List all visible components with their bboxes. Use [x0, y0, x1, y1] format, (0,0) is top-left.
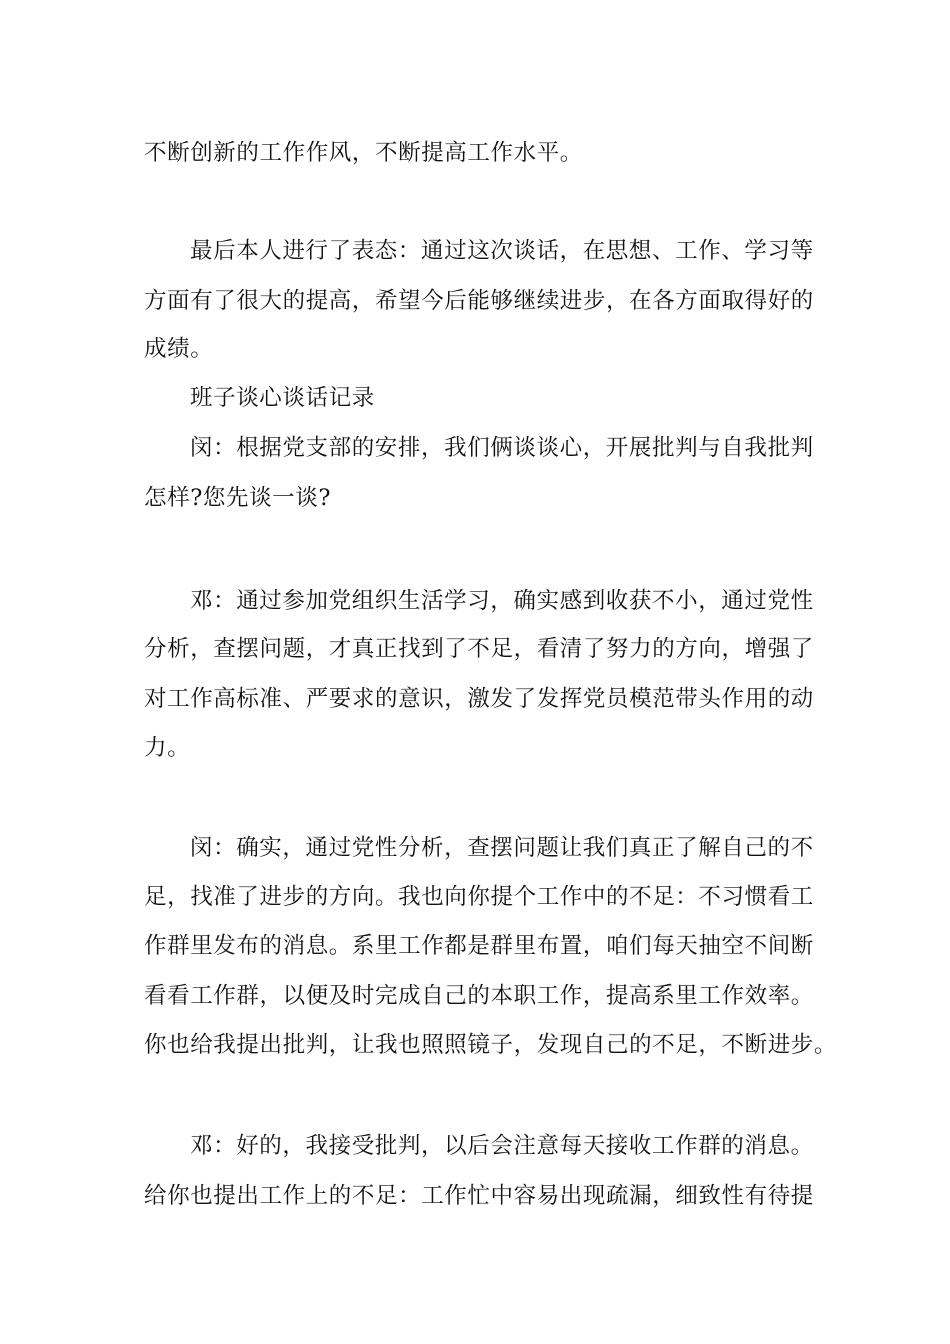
text-line: 邓：好的，我接受批判，以后会注意每天接收工作群的消息。 — [190, 1133, 814, 1159]
text-line: 给你也提出工作上的不足：工作忙中容易出现疏漏，细致性有待提 — [144, 1183, 814, 1209]
text-line: 足，找准了进步的方向。我也向你提个工作中的不足：不习惯看工 — [144, 884, 814, 910]
text-line: 怎样?您先谈一谈? — [144, 485, 332, 511]
section-heading: 班子谈心谈话记录 — [190, 385, 375, 411]
text-line: 作群里发布的消息。系里工作都是群里布置，咱们每天抽空不间断 — [144, 933, 814, 959]
text-line: 你也给我提出批判，让我也照照镜子，发现自己的不足，不断进步。 — [144, 1032, 838, 1058]
text-line: 方面有了很大的提高，希望今后能够继续进步，在各方面取得好的 — [144, 288, 814, 314]
text-line: 最后本人进行了表态：通过这次谈话，在思想、工作、学习等 — [190, 238, 814, 264]
text-line: 闵：根据党支部的安排，我们俩谈谈心，开展批判与自我批判 — [190, 435, 814, 461]
text-line: 闵：确实，通过党性分析，查摆问题让我们真正了解自己的不 — [190, 835, 814, 861]
text-line: 邓：通过参加党组织生活学习，确实感到收获不小，通过党性 — [190, 588, 814, 614]
text-line: 不断创新的工作作风，不断提高工作水平。 — [144, 140, 583, 166]
text-line: 成绩。 — [144, 336, 214, 362]
text-line: 力。 — [144, 735, 191, 761]
text-line: 看看工作群，以便及时完成自己的本职工作，提高系里工作效率。 — [144, 983, 814, 1009]
text-line: 对工作高标准、严要求的意识，激发了发挥党员模范带头作用的动 — [144, 686, 814, 712]
text-line: 分析，查摆问题，才真正找到了不足，看清了努力的方向，增强了 — [144, 636, 814, 662]
